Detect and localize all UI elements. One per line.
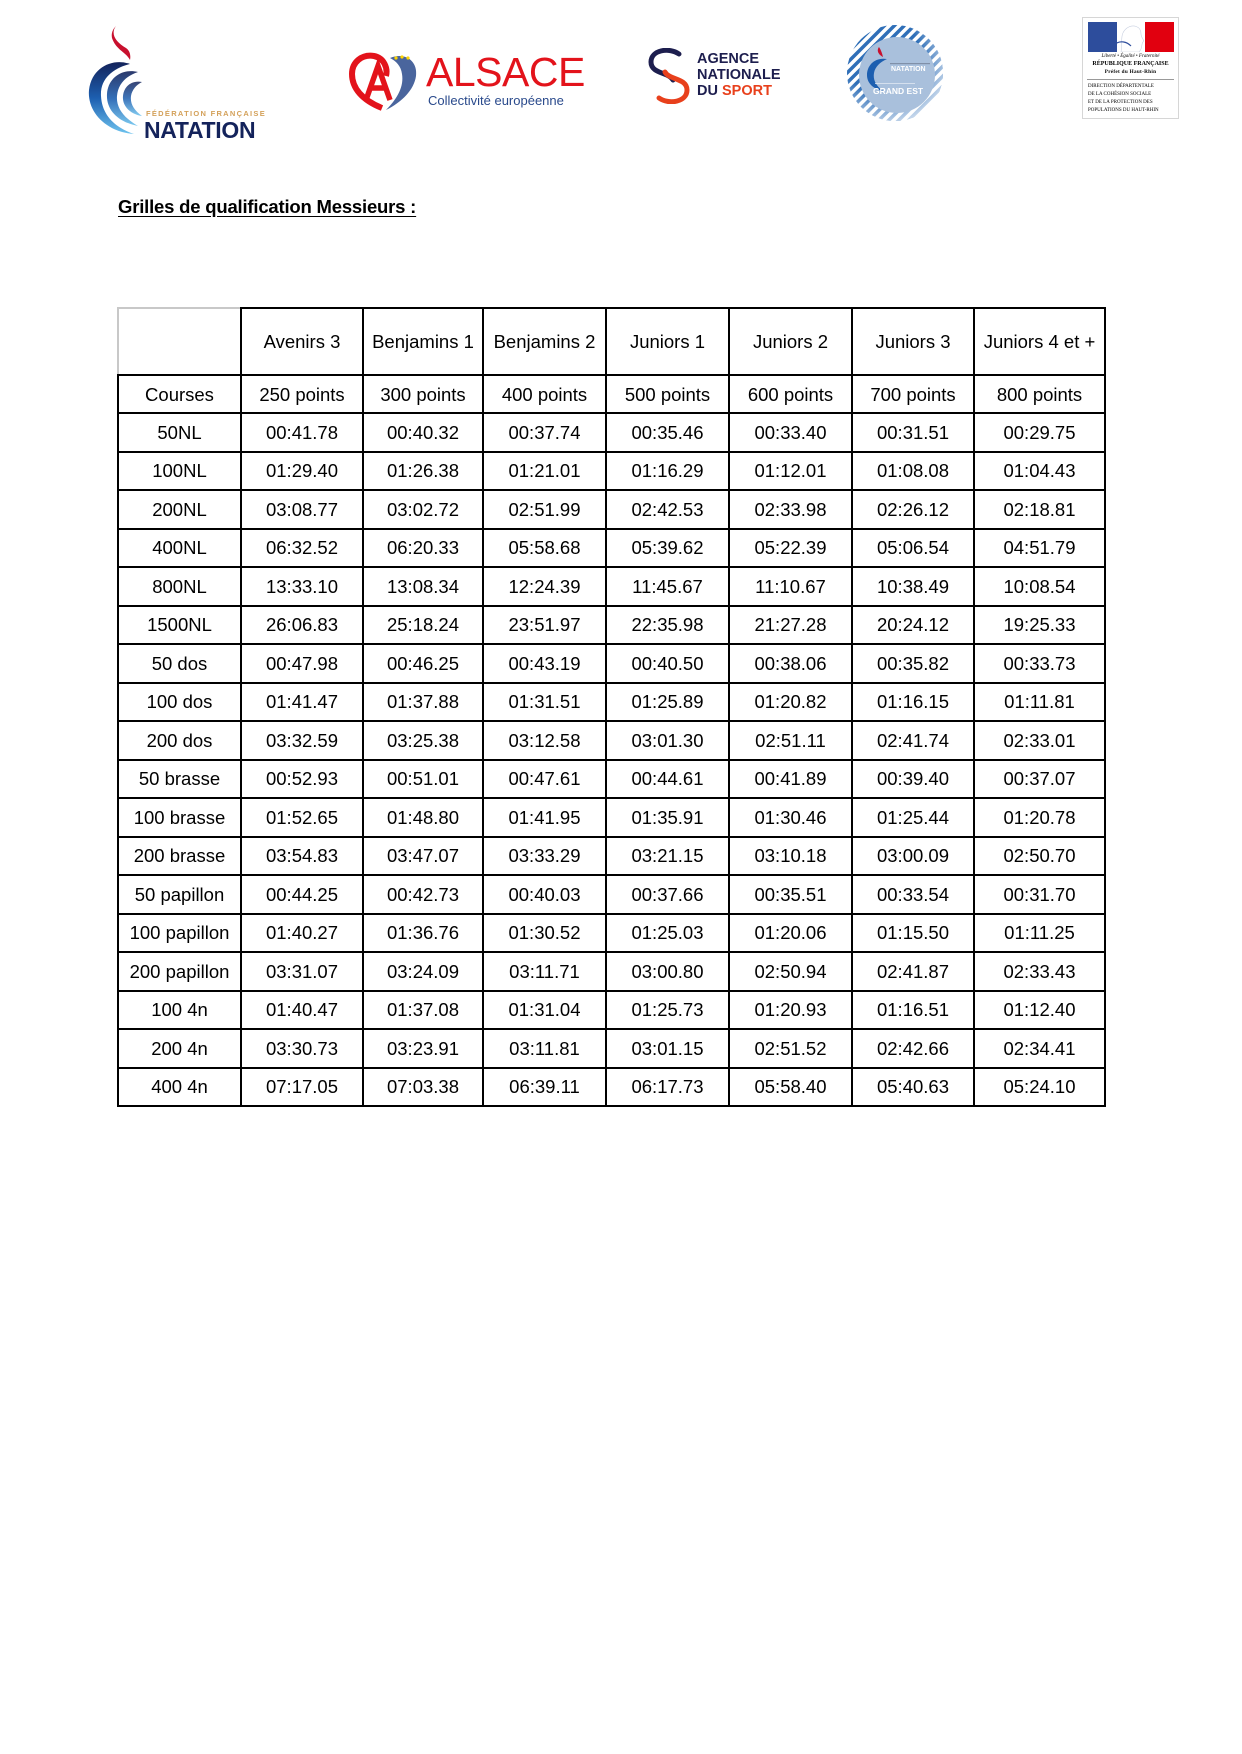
time-cell: 03:30.73 (241, 1029, 363, 1068)
course-name-cell: 100 dos (118, 683, 241, 722)
time-cell: 01:40.47 (241, 991, 363, 1030)
time-cell: 03:02.72 (363, 490, 483, 529)
time-cell: 00:29.75 (974, 413, 1105, 452)
prefecture-direction-line: ET DE LA PROTECTION DES (1088, 100, 1153, 105)
time-cell: 01:30.52 (483, 914, 606, 953)
time-cell: 01:04.43 (974, 452, 1105, 491)
time-cell: 03:12.58 (483, 721, 606, 760)
course-name-cell: 800NL (118, 567, 241, 606)
time-cell: 00:37.66 (606, 875, 729, 914)
table-row (118, 914, 1105, 953)
time-cell: 00:35.51 (729, 875, 852, 914)
points-header: 500 points (606, 375, 729, 413)
time-cell: 02:50.70 (974, 837, 1105, 876)
time-cell: 10:38.49 (852, 567, 974, 606)
grand-est-logo (845, 23, 945, 123)
time-cell: 03:21.15 (606, 837, 729, 876)
time-cell: 01:52.65 (241, 798, 363, 837)
category-header: Juniors 3 (852, 308, 974, 375)
time-cell: 00:46.25 (363, 644, 483, 683)
prefecture-motto: Liberté • Égalité • Fraternité (1101, 54, 1160, 59)
time-cell: 01:12.40 (974, 991, 1105, 1030)
points-header: 300 points (363, 375, 483, 413)
grand-est-logo-line2: GRAND EST (873, 86, 924, 96)
ans-s-icon (645, 48, 693, 104)
time-cell: 02:34.41 (974, 1029, 1105, 1068)
time-cell: 01:15.50 (852, 914, 974, 953)
time-cell: 01:36.76 (363, 914, 483, 953)
ffn-logo-line1: FÉDÉRATION FRANÇAISE (146, 109, 267, 118)
grand-est-disc-icon (845, 23, 945, 123)
time-cell: 02:33.01 (974, 721, 1105, 760)
time-cell: 01:48.80 (363, 798, 483, 837)
ans-logo (645, 48, 800, 104)
time-cell: 01:25.03 (606, 914, 729, 953)
time-cell: 05:24.10 (974, 1068, 1105, 1107)
points-header: 800 points (974, 375, 1105, 413)
ffn-logo-line2: NATATION (144, 117, 256, 143)
time-cell: 01:11.25 (974, 914, 1105, 953)
table-row (118, 1029, 1105, 1068)
prefecture-logo (1082, 17, 1179, 119)
time-cell: 07:17.05 (241, 1068, 363, 1107)
time-cell: 03:00.09 (852, 837, 974, 876)
time-cell: 03:08.77 (241, 490, 363, 529)
time-cell: 02:26.12 (852, 490, 974, 529)
course-name-cell: 100 brasse (118, 798, 241, 837)
time-cell: 02:42.66 (852, 1029, 974, 1068)
time-cell: 19:25.33 (974, 606, 1105, 645)
time-cell: 00:51.01 (363, 760, 483, 799)
prefecture-republic: RÉPUBLIQUE FRANÇAISE (1092, 61, 1169, 67)
time-cell: 01:11.81 (974, 683, 1105, 722)
time-cell: 06:20.33 (363, 529, 483, 568)
prefecture-prefect: Préfet du Haut-Rhin (1104, 69, 1157, 75)
prefecture-direction (1088, 83, 1159, 115)
time-cell: 03:47.07 (363, 837, 483, 876)
time-cell: 01:25.44 (852, 798, 974, 837)
alsace-logo-name: ALSACE (426, 49, 585, 95)
course-name-cell: 50 dos (118, 644, 241, 683)
time-cell: 10:08.54 (974, 567, 1105, 606)
course-name-cell: 100 4n (118, 991, 241, 1030)
time-cell: 20:24.12 (852, 606, 974, 645)
time-cell: 02:51.11 (729, 721, 852, 760)
time-cell: 01:25.73 (606, 991, 729, 1030)
prefecture-direction-line: POPULATIONS DU HAUT-RHIN (1088, 108, 1159, 113)
time-cell: 05:22.39 (729, 529, 852, 568)
prefecture-direction-line: DIRECTION DÉPARTENTALE (1088, 84, 1154, 89)
time-cell: 00:52.93 (241, 760, 363, 799)
time-cell: 26:06.83 (241, 606, 363, 645)
time-cell: 04:51.79 (974, 529, 1105, 568)
time-cell: 01:35.91 (606, 798, 729, 837)
time-cell: 03:23.91 (363, 1029, 483, 1068)
alsace-logo-subtitle: Collectivité européenne (428, 93, 564, 108)
ans-line2: NATIONALE (697, 67, 781, 83)
time-cell: 03:01.30 (606, 721, 729, 760)
time-cell: 01:37.08 (363, 991, 483, 1030)
course-name-cell: 100NL (118, 452, 241, 491)
time-cell: 01:30.46 (729, 798, 852, 837)
time-cell: 01:25.89 (606, 683, 729, 722)
time-cell: 13:33.10 (241, 567, 363, 606)
table-row (118, 721, 1105, 760)
time-cell: 02:41.74 (852, 721, 974, 760)
time-cell: 01:08.08 (852, 452, 974, 491)
table-row (118, 606, 1105, 645)
corner-cell (118, 308, 241, 375)
time-cell: 00:41.78 (241, 413, 363, 452)
time-cell: 03:24.09 (363, 952, 483, 991)
course-name-cell: 50 brasse (118, 760, 241, 799)
time-cell: 07:03.38 (363, 1068, 483, 1107)
time-cell: 01:41.47 (241, 683, 363, 722)
table-row (118, 798, 1105, 837)
time-cell: 00:47.61 (483, 760, 606, 799)
alsace-logo (348, 48, 585, 114)
ans-logo-text (697, 51, 781, 99)
category-header: Juniors 1 (606, 308, 729, 375)
time-cell: 03:01.15 (606, 1029, 729, 1068)
table-row (118, 644, 1105, 683)
courses-header: Courses (118, 375, 241, 413)
table-row (118, 991, 1105, 1030)
time-cell: 00:35.82 (852, 644, 974, 683)
time-cell: 01:20.82 (729, 683, 852, 722)
time-cell: 05:06.54 (852, 529, 974, 568)
points-header: 700 points (852, 375, 974, 413)
course-name-cell: 400 4n (118, 1068, 241, 1107)
time-cell: 05:58.40 (729, 1068, 852, 1107)
time-cell: 01:20.78 (974, 798, 1105, 837)
time-cell: 00:33.73 (974, 644, 1105, 683)
category-header: Benjamins 1 (363, 308, 483, 375)
marianne-flag-icon (1088, 22, 1174, 52)
time-cell: 01:31.04 (483, 991, 606, 1030)
table-row (118, 875, 1105, 914)
category-header: Juniors 4 et + (974, 308, 1105, 375)
time-cell: 01:16.15 (852, 683, 974, 722)
table-row (118, 683, 1105, 722)
time-cell: 03:11.81 (483, 1029, 606, 1068)
time-cell: 00:42.73 (363, 875, 483, 914)
time-cell: 01:20.93 (729, 991, 852, 1030)
time-cell: 25:18.24 (363, 606, 483, 645)
time-cell: 00:37.74 (483, 413, 606, 452)
time-cell: 01:21.01 (483, 452, 606, 491)
time-cell: 00:39.40 (852, 760, 974, 799)
time-cell: 01:12.01 (729, 452, 852, 491)
time-cell: 00:47.98 (241, 644, 363, 683)
time-cell: 00:40.50 (606, 644, 729, 683)
course-name-cell: 50NL (118, 413, 241, 452)
category-header: Avenirs 3 (241, 308, 363, 375)
prefecture-direction-line: DE LA COHÉSION SOCIALE (1088, 92, 1152, 97)
time-cell: 01:16.51 (852, 991, 974, 1030)
points-header: 400 points (483, 375, 606, 413)
time-cell: 02:41.87 (852, 952, 974, 991)
category-header: Benjamins 2 (483, 308, 606, 375)
table-row (118, 760, 1105, 799)
course-name-cell: 1500NL (118, 606, 241, 645)
marianne-profile-icon (1117, 22, 1146, 52)
course-name-cell: 50 papillon (118, 875, 241, 914)
time-cell: 00:44.25 (241, 875, 363, 914)
time-cell: 03:32.59 (241, 721, 363, 760)
time-cell: 00:33.40 (729, 413, 852, 452)
time-cell: 02:51.99 (483, 490, 606, 529)
time-cell: 05:40.63 (852, 1068, 974, 1107)
time-cell: 03:31.07 (241, 952, 363, 991)
time-cell: 02:42.53 (606, 490, 729, 529)
time-cell: 02:50.94 (729, 952, 852, 991)
ans-line3-a: DU (697, 83, 722, 99)
category-header-row (118, 308, 1105, 375)
time-cell: 02:51.52 (729, 1029, 852, 1068)
time-cell: 06:32.52 (241, 529, 363, 568)
alsace-heart-icon (348, 48, 426, 114)
ans-line3 (697, 83, 781, 99)
ans-line1: AGENCE (697, 51, 760, 67)
points-header: 600 points (729, 375, 852, 413)
time-cell: 00:43.19 (483, 644, 606, 683)
qualification-table (117, 307, 1106, 1107)
table-row (118, 529, 1105, 568)
ans-line3-b: SPORT (721, 83, 772, 99)
course-name-cell: 100 papillon (118, 914, 241, 953)
time-cell: 00:31.51 (852, 413, 974, 452)
time-cell: 03:10.18 (729, 837, 852, 876)
time-cell: 00:37.07 (974, 760, 1105, 799)
time-cell: 00:41.89 (729, 760, 852, 799)
time-cell: 00:33.54 (852, 875, 974, 914)
table-row (118, 1068, 1105, 1107)
time-cell: 22:35.98 (606, 606, 729, 645)
page-title: Grilles de qualification Messieurs : (118, 196, 417, 217)
time-cell: 00:31.70 (974, 875, 1105, 914)
time-cell: 01:37.88 (363, 683, 483, 722)
time-cell: 13:08.34 (363, 567, 483, 606)
time-cell: 11:45.67 (606, 567, 729, 606)
time-cell: 11:10.67 (729, 567, 852, 606)
time-cell: 05:39.62 (606, 529, 729, 568)
course-name-cell: 200 4n (118, 1029, 241, 1068)
time-cell: 03:11.71 (483, 952, 606, 991)
time-cell: 02:18.81 (974, 490, 1105, 529)
table-row (118, 413, 1105, 452)
table-row (118, 567, 1105, 606)
time-cell: 03:54.83 (241, 837, 363, 876)
time-cell: 01:16.29 (606, 452, 729, 491)
course-name-cell: 200 brasse (118, 837, 241, 876)
time-cell: 05:58.68 (483, 529, 606, 568)
time-cell: 03:00.80 (606, 952, 729, 991)
time-cell: 01:41.95 (483, 798, 606, 837)
time-cell: 02:33.98 (729, 490, 852, 529)
course-name-cell: 200NL (118, 490, 241, 529)
course-name-cell: 200 papillon (118, 952, 241, 991)
time-cell: 23:51.97 (483, 606, 606, 645)
ffn-logo (86, 24, 276, 143)
points-header: 250 points (241, 375, 363, 413)
time-cell: 21:27.28 (729, 606, 852, 645)
time-cell: 00:40.32 (363, 413, 483, 452)
time-cell: 03:33.29 (483, 837, 606, 876)
course-name-cell: 400NL (118, 529, 241, 568)
time-cell: 00:44.61 (606, 760, 729, 799)
table-row (118, 490, 1105, 529)
time-cell: 01:29.40 (241, 452, 363, 491)
time-cell: 01:26.38 (363, 452, 483, 491)
time-cell: 02:33.43 (974, 952, 1105, 991)
time-cell: 00:40.03 (483, 875, 606, 914)
time-cell: 00:38.06 (729, 644, 852, 683)
points-header-row (118, 375, 1105, 413)
time-cell: 06:17.73 (606, 1068, 729, 1107)
grand-est-logo-line1: NATATION (891, 66, 926, 73)
table-row (118, 452, 1105, 491)
time-cell: 00:35.46 (606, 413, 729, 452)
time-cell: 01:20.06 (729, 914, 852, 953)
time-cell: 01:31.51 (483, 683, 606, 722)
time-cell: 06:39.11 (483, 1068, 606, 1107)
category-header: Juniors 2 (729, 308, 852, 375)
time-cell: 01:40.27 (241, 914, 363, 953)
prefecture-divider (1087, 79, 1174, 80)
course-name-cell: 200 dos (118, 721, 241, 760)
time-cell: 03:25.38 (363, 721, 483, 760)
table-row (118, 952, 1105, 991)
table-row (118, 837, 1105, 876)
time-cell: 12:24.39 (483, 567, 606, 606)
